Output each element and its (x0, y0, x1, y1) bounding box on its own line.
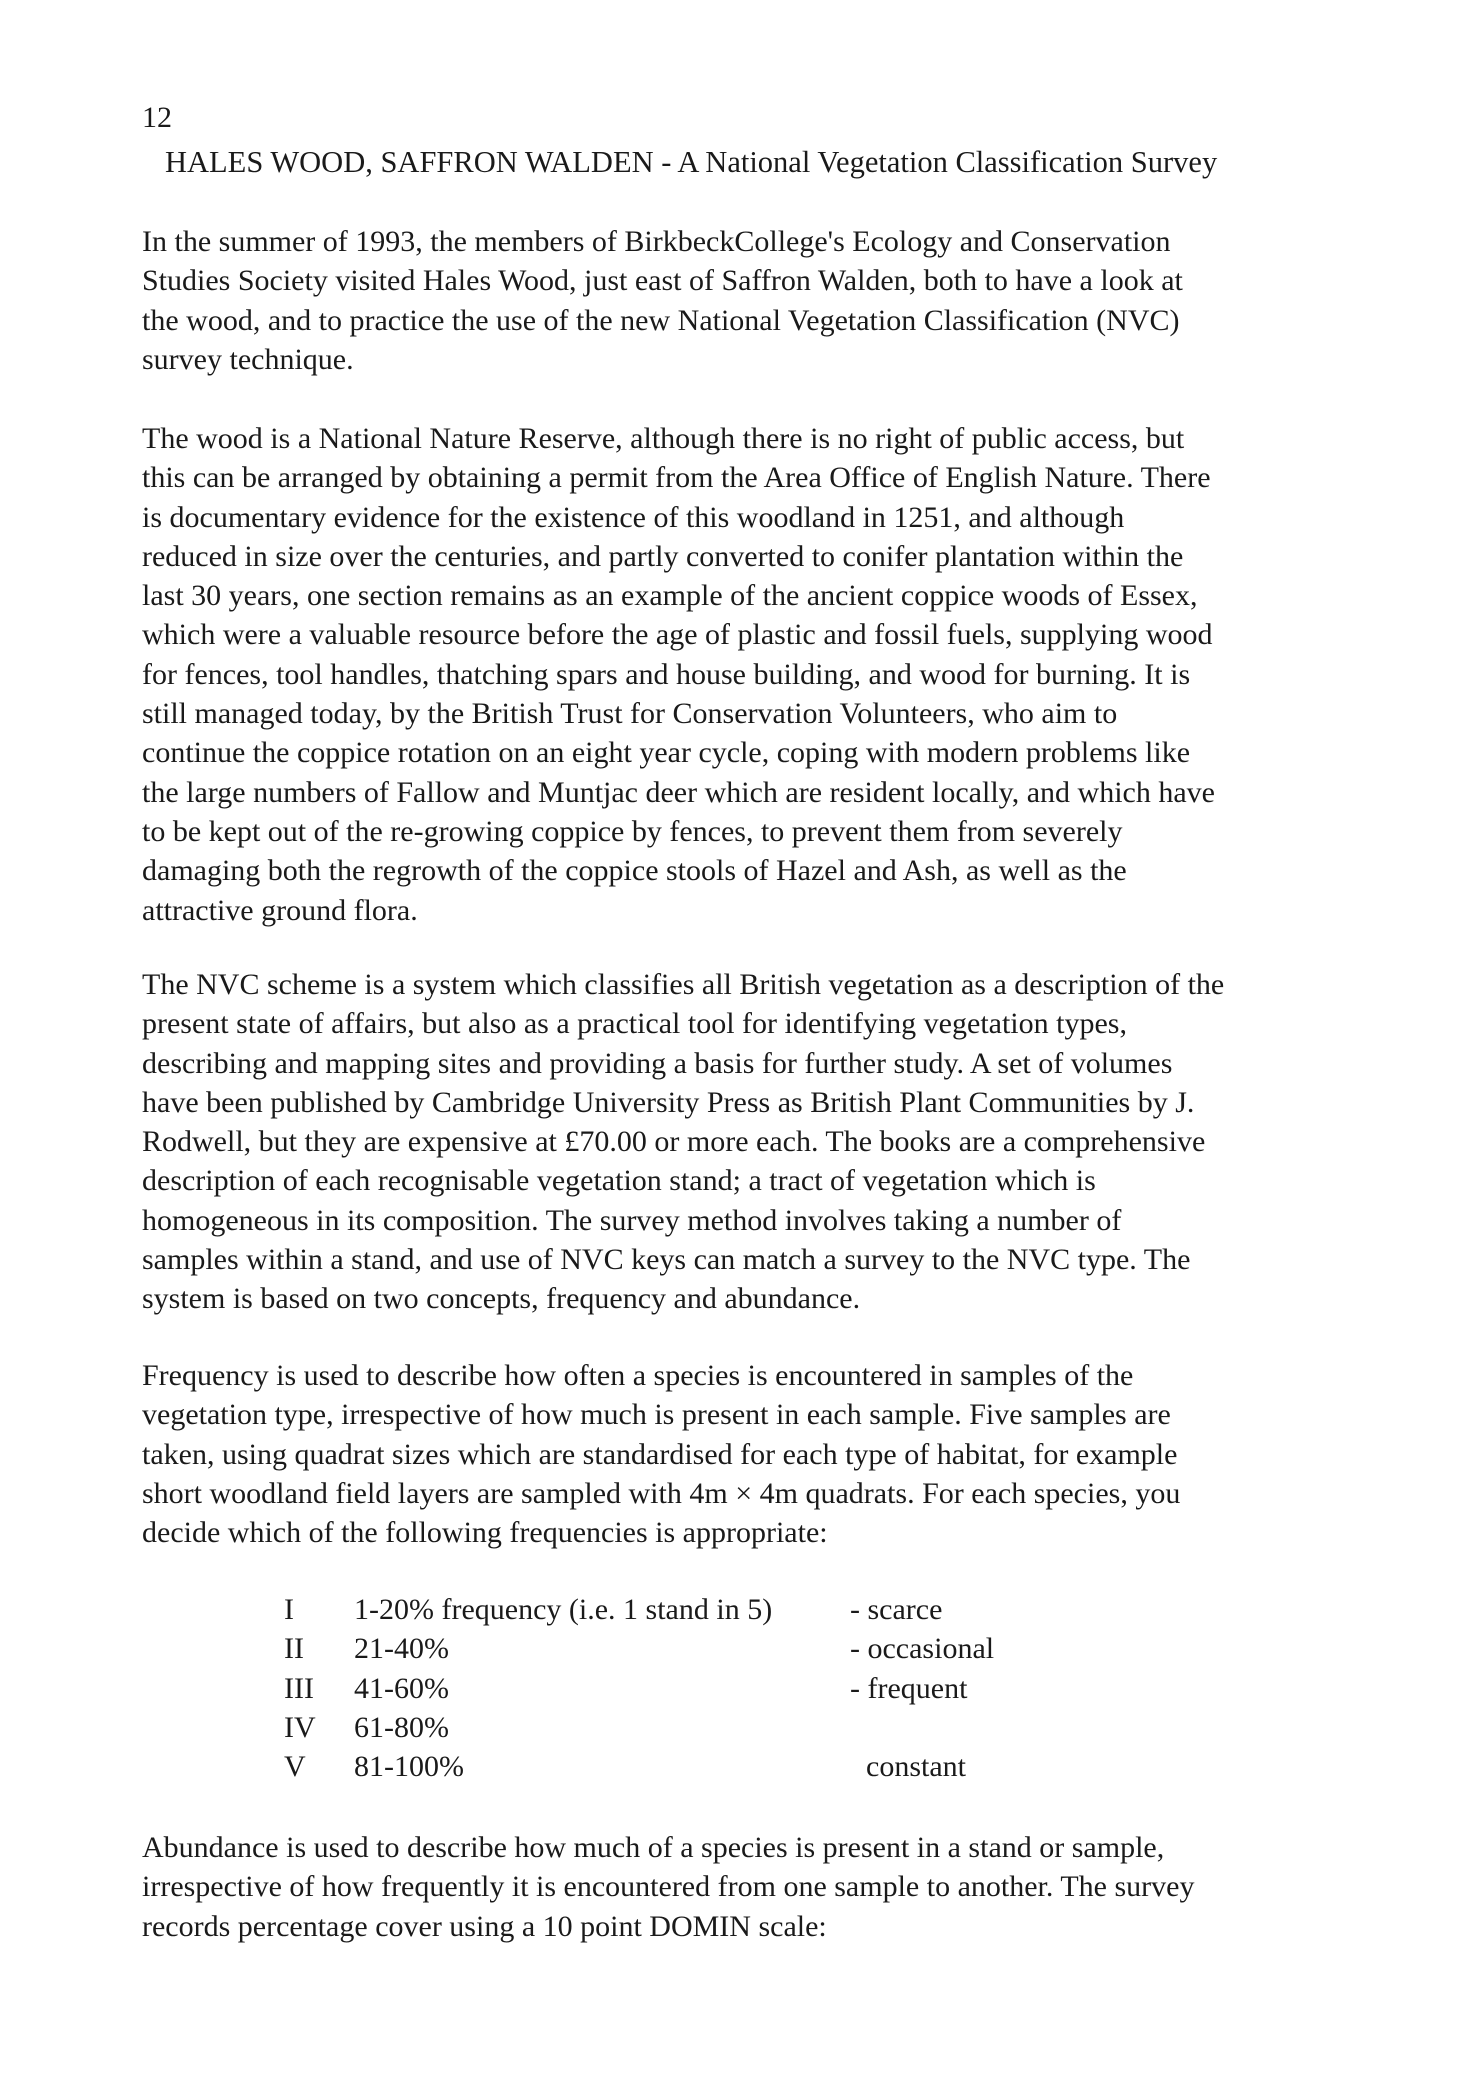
frequency-range: 81-100% (354, 1750, 464, 1784)
text-line: is documentary evidence for the existence of this woodland in 1251, and although (142, 500, 1125, 534)
text-line: irrespective of how frequently it is encountered from one sample to another. The survey (142, 1870, 1195, 1904)
text-line: records percentage cover using a 10 point DOMIN scale: (142, 1909, 827, 1943)
text-line: In the summer of 1993, the members of BirkbeckCollege's Ecology and Conservation (142, 225, 1171, 258)
text-line: Studies Society visited Hales Wood, just east of Saffron Walden, both to have a look at (142, 264, 1183, 298)
text-line: last 30 years, one section remains as an example of the ancient coppice woods of Essex, (142, 579, 1198, 613)
text-line: survey technique. (142, 342, 354, 376)
text-line: Abundance is used to describe how much of a species is present in a stand or sample, (142, 1831, 1165, 1864)
frequency-range: 41-60% (354, 1671, 449, 1705)
text-line: vegetation type, irrespective of how much is present in each sample. Five samples are (142, 1398, 1171, 1432)
text-line: The NVC scheme is a system which classifies all British vegetation as a description of the (142, 968, 1225, 1001)
text-line: reduced in size over the centuries, and partly converted to conifer plantation within the (142, 539, 1184, 573)
text-line: which were a valuable resource before the age of plastic and fossil fuels, supplying wood (142, 618, 1213, 652)
text-line: short woodland field layers are sampled with 4m × 4m quadrats. For each species, you (142, 1476, 1181, 1510)
text-line: Rodwell, but they are expensive at £70.00 or more each. The books are a comprehensive (142, 1125, 1206, 1159)
frequency-description: constant (866, 1750, 966, 1784)
text-line: damaging both the regrowth of the coppice stools of Hazel and Ash, as well as the (142, 854, 1127, 888)
text-line: the wood, and to practice the use of the new National Vegetation Classification (NVC) (142, 303, 1180, 337)
text-line: the large numbers of Fallow and Muntjac deer which are resident locally, and which have (142, 775, 1215, 809)
text-line: attractive ground flora. (142, 893, 418, 927)
page-title: HALES WOOD, SAFFRON WALDEN - A National Vegetation Classification Survey (165, 145, 1218, 179)
page-number: 12 (142, 101, 172, 134)
text-line: taken, using quadrat sizes which are standardised for each type of habitat, for example (142, 1437, 1178, 1471)
frequency-description: - occasional (850, 1632, 995, 1666)
text-line: to be kept out of the re-growing coppice by fences, to prevent them from severely (142, 814, 1123, 848)
frequency-range: 21-40% (354, 1632, 449, 1666)
paragraph-nvc-scheme (142, 965, 1357, 1319)
text-line: for fences, tool handles, thatching spars and house building, and wood for burning. It is (142, 657, 1191, 691)
text-line: system is based on two concepts, frequency and abundance. (142, 1282, 861, 1316)
text-line: continue the coppice rotation on an eight year cycle, coping with modern problems like (142, 736, 1191, 770)
text-line: present state of affairs, but also as a practical tool for identifying vegetation types, (142, 1007, 1127, 1041)
text-line: samples within a stand, and use of NVC keys can match a survey to the NVC type. The (142, 1243, 1191, 1277)
frequency-class: II (284, 1632, 304, 1666)
paragraph-introduction (142, 222, 1357, 379)
paragraph-wood-history (142, 419, 1357, 930)
text-line: description of each recognisable vegetation stand; a tract of vegetation which is (142, 1164, 1096, 1198)
paragraph-frequency (142, 1356, 1357, 1552)
text-line: describing and mapping sites and providing a basis for further study. A set of volumes (142, 1046, 1173, 1080)
frequency-range: 1-20% frequency (i.e. 1 stand in 5) (354, 1593, 773, 1626)
text-line: decide which of the following frequencies is appropriate: (142, 1516, 828, 1550)
frequency-description: - scarce (850, 1593, 943, 1626)
text-line: homogeneous in its composition. The survey method involves taking a number of (142, 1203, 1122, 1237)
frequency-description: - frequent (850, 1671, 968, 1705)
frequency-class: I (284, 1593, 294, 1626)
text-line: this can be arranged by obtaining a permit from the Area Office of English Nature. There (142, 461, 1211, 495)
frequency-range: 61-80% (354, 1710, 449, 1744)
frequency-class: III (284, 1671, 314, 1705)
frequency-class: V (284, 1750, 306, 1784)
text-line: have been published by Cambridge University Press as British Plant Communities by J. (142, 1085, 1195, 1119)
paragraph-abundance (142, 1828, 1357, 1946)
text-line: Frequency is used to describe how often a species is encountered in samples of the (142, 1359, 1134, 1392)
text-line: The wood is a National Nature Reserve, although there is no right of public access, but (142, 422, 1185, 455)
text-line: still managed today, by the British Trust for Conservation Volunteers, who aim to (142, 697, 1118, 731)
frequency-class: IV (284, 1710, 316, 1744)
